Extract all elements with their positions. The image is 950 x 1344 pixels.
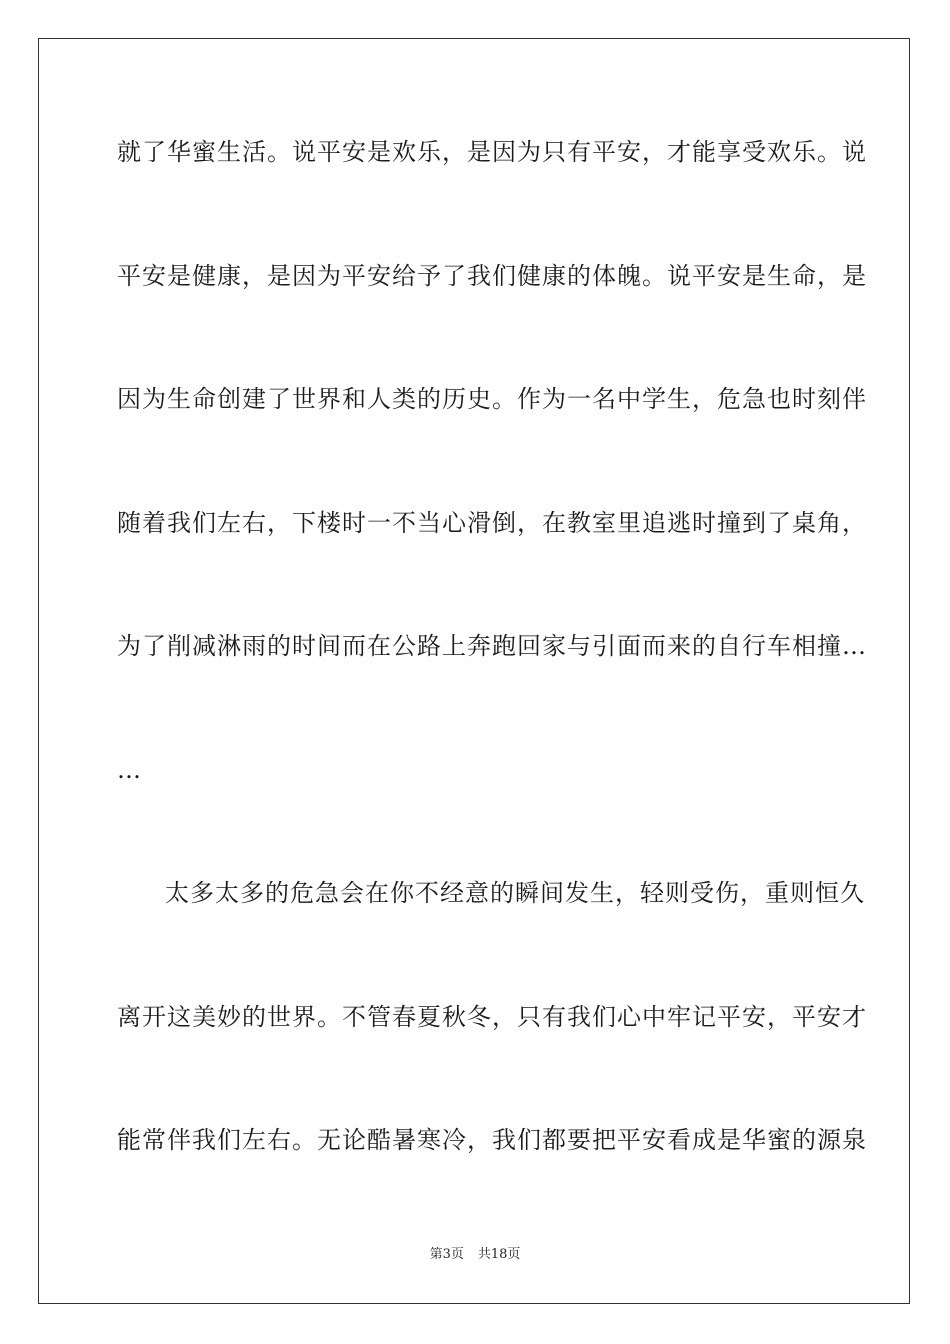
text-line-4: 随着我们左右，下楼时一不当心滑倒，在教室里追逃时撞到了桌角， [117, 509, 867, 537]
page-footer [0, 1246, 950, 1264]
text-line-6: … [117, 756, 142, 784]
text-line-1: 就了华蜜生活。说平安是欢乐，是因为只有平安，才能享受欢乐。说 [117, 138, 867, 166]
page-border [38, 38, 910, 1304]
text-line-2: 平安是健康，是因为平安给予了我们健康的体魄。说平安是生命，是 [117, 262, 867, 290]
page-number: 第3页 [429, 1247, 464, 1262]
paragraph-2-line-2: 离开这美妙的世界。不管春夏秋冬，只有我们心中牢记平安，平安才 [117, 1003, 867, 1031]
paragraph-2-line-3: 能常伴我们左右。无论酷暑寒冷，我们都要把平安看成是华蜜的源泉 [117, 1126, 867, 1154]
text-line-3: 因为生命创建了世界和人类的历史。作为一名中学生，危急也时刻伴 [117, 385, 867, 413]
page-total: 共18页 [477, 1247, 521, 1262]
paragraph-2-line-1: 太多太多的危急会在你不经意的瞬间发生，轻则受伤，重则恒久 [165, 879, 865, 907]
text-line-5: 为了削减淋雨的时间而在公路上奔跑回家与引面而来的自行车相撞… [117, 632, 867, 660]
